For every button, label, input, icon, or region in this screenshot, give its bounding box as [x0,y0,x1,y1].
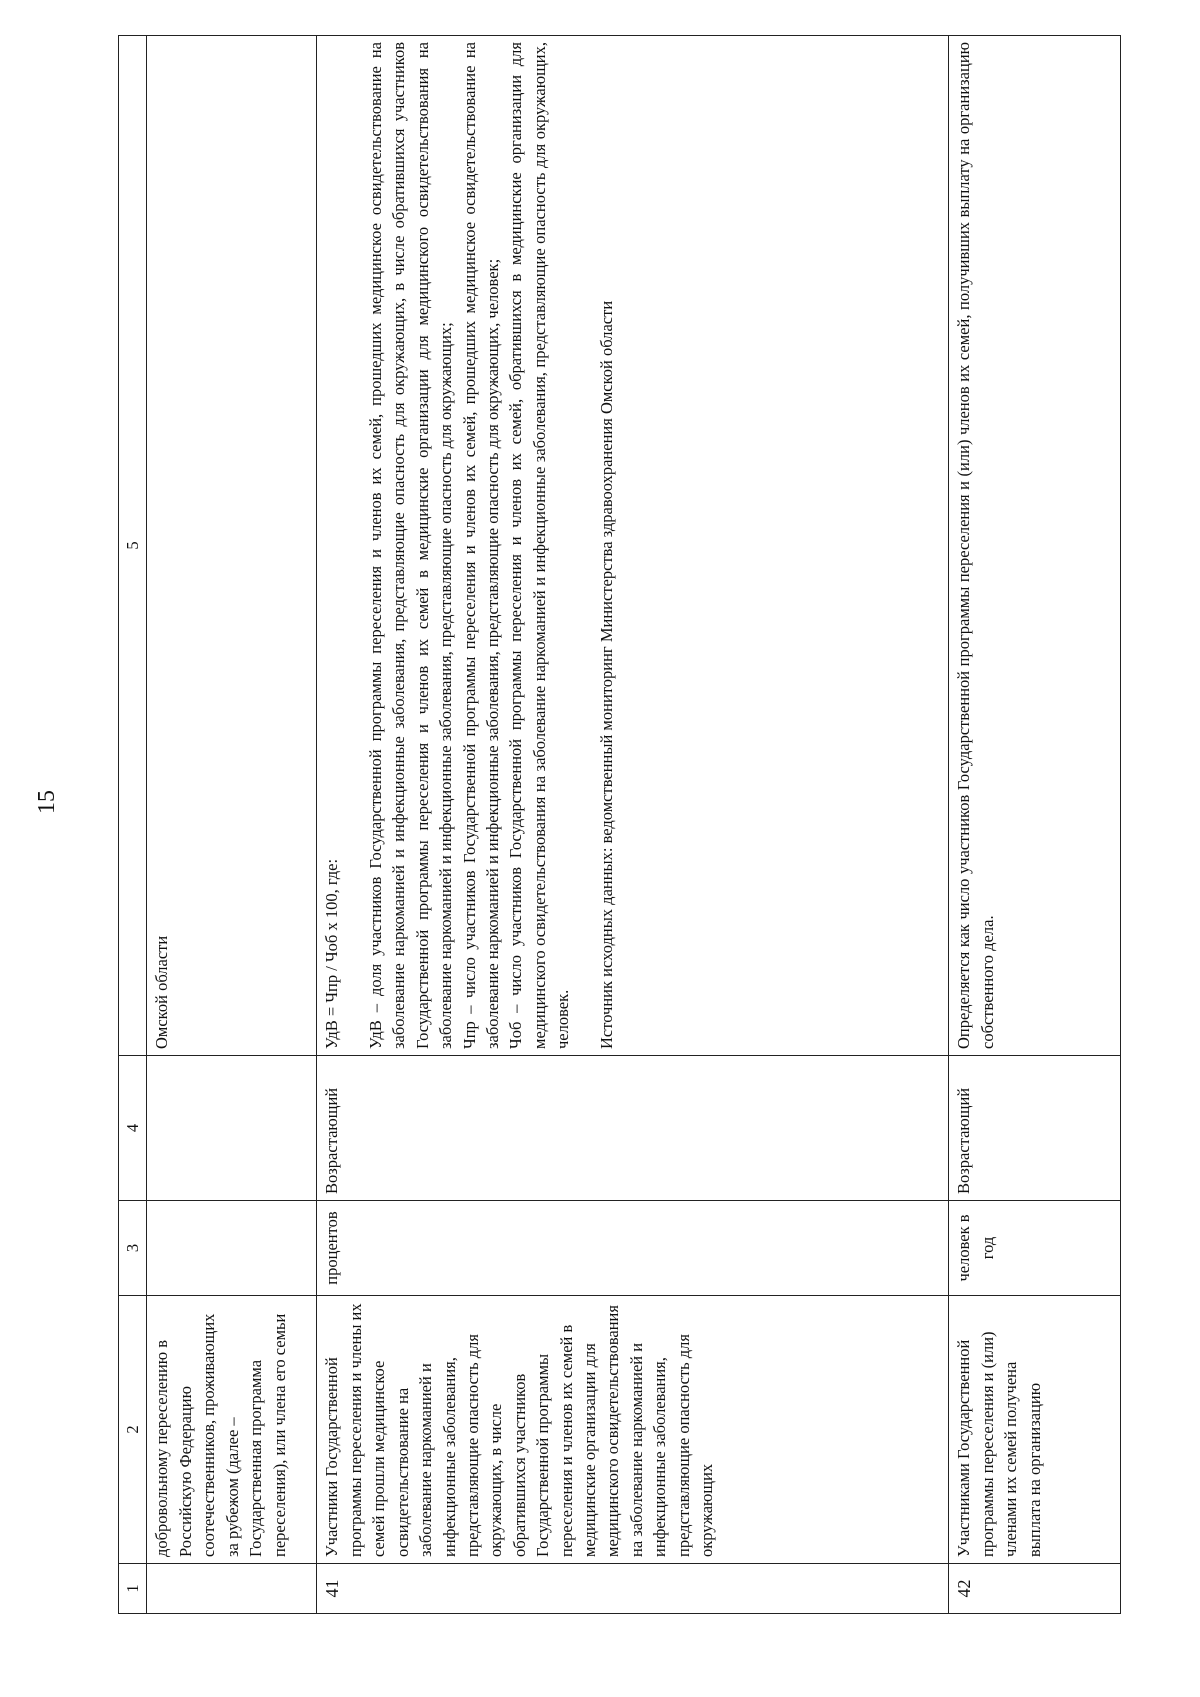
unit-of-measure: процентов [317,1201,949,1296]
row-number [147,1564,317,1614]
method-line: Омской области [152,935,172,1049]
trend [147,1056,317,1201]
data-source: Источник исходных данных: ведомственный мониторинг Министерства здравоохранения Омской области [596,300,616,1049]
indicators-table [118,35,1121,1614]
indicator-name: Участниками Государственной программы переселения и (или) членами их семей получена выплата на организацию [949,1296,1121,1564]
spacer [344,42,364,1049]
column-header: 3 [119,1201,147,1296]
column-header: 2 [119,1296,147,1564]
table-row [949,36,1121,1614]
table-header-row [119,36,147,1614]
column-header: 5 [119,36,147,1056]
unit-of-measure [147,1201,317,1296]
method-line: УдВ – доля участников Государственной программы переселения и членов их семей, прошедших медицинское освидетельствование на заболевание наркоманией и инфекционные заболевания, представляющие опасность для окружающих, в числе обратившихся участников Государственной программы переселения и членов их семей в медицинские организации для медицинского освидетельствования на заболевание наркоманией и инфекционные заболевания, представляющие опасность для окружающих; [365,42,456,1049]
page-number: 15 [34,790,60,814]
calculation-method [147,36,317,1056]
calculation-method [949,36,1121,1056]
rotated-table-wrapper [118,36,1120,1614]
unit-of-measure: человек в год [949,1201,1121,1296]
indicator-name: Участники Государственной программы переселения и члены их семей прошли медицинское освидетельствование на заболевание наркоманией и инфекционные заболевания, представляющие опасность для окружающих, в числе обратившихся участников Государственной программы переселения и членов их семей в медицинские организации для медицинского освидетельствования на заболевание наркоманией и инфекционные заболевания, представляющие опасность для окружающих [317,1296,949,1564]
trend: Возрастающий [317,1056,949,1201]
row-number: 42 [949,1564,1121,1614]
table-row [147,36,317,1614]
calculation-method [317,36,949,1056]
trend: Возрастающий [949,1056,1121,1201]
row-number: 41 [317,1564,949,1614]
spacer [575,42,595,1049]
indicator-name: добровольному переселению в Российскую Федерацию соотечественников, проживающих за рубежом (далее – Государственная программа переселения), или члена его семьи [147,1296,317,1564]
method-line: Чпр – число участников Государственной программы переселения и членов их семей, прошедших медицинское освидетельствование на заболевание наркоманией и инфекционные заболевания, представляющие опасность для окружающих, человек; [459,42,502,1049]
column-header: 1 [119,1564,147,1614]
formula: УдВ = Чпр / Чоб х 100, где: [322,858,342,1049]
column-header: 4 [119,1056,147,1201]
table-row [317,36,949,1614]
method-line: Определяется как число участников Государственной программы переселения и (или) членов их семей, получивших выплату на организацию собственного дела. [954,42,997,1049]
method-line: Чоб – число участников Государственной программы переселения и членов их семей, обратившихся в медицинские организации для медицинского освидетельствования на заболевание наркоманией и инфекционные заболевания, представляющие опасность для окружающих, человек. [506,42,573,1049]
